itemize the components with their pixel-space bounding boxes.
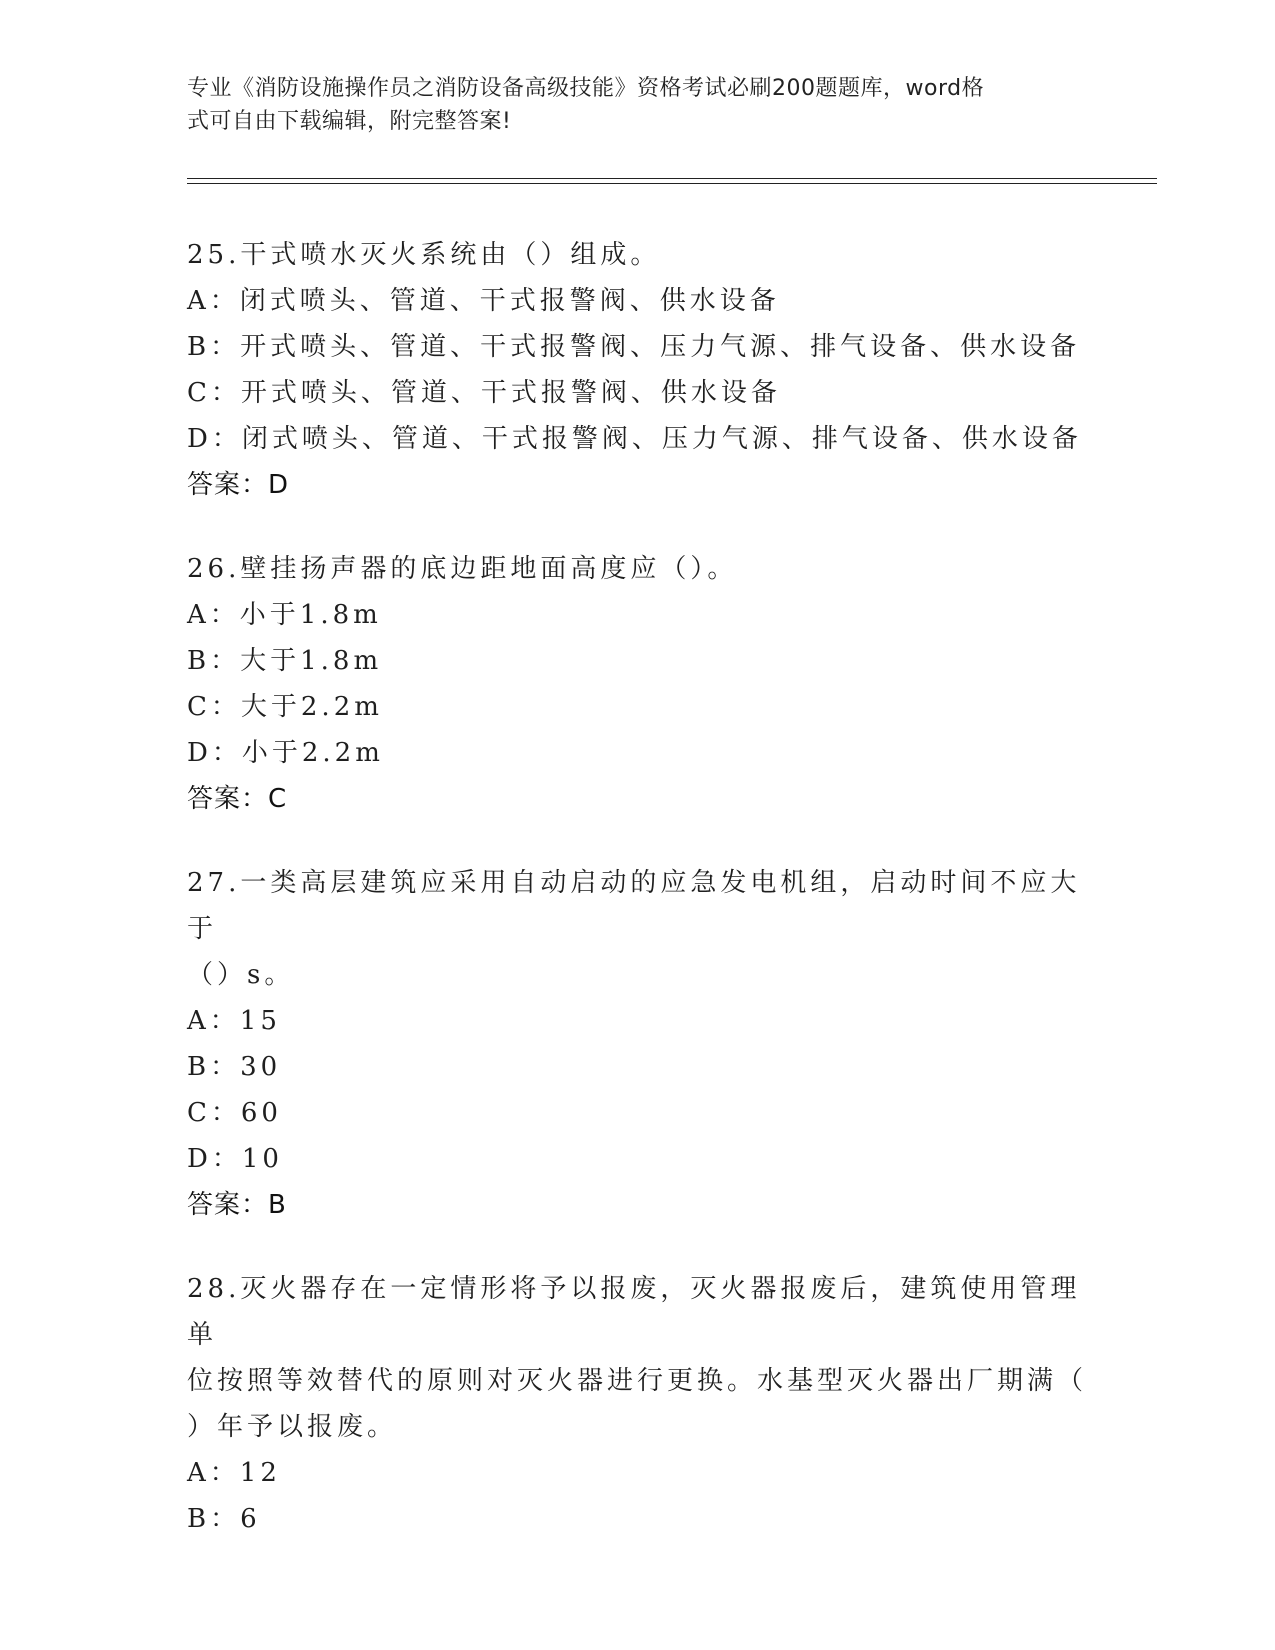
answer-label: 答案： <box>187 470 269 500</box>
answer-label: 答案： <box>187 784 269 814</box>
option-c: C：60 <box>187 1098 282 1128</box>
question-stem: 25.干式喷水灭火系统由（）组成。 <box>187 240 661 270</box>
answer-line <box>187 776 1087 822</box>
option-a: A：15 <box>187 1006 281 1036</box>
question-27 <box>187 860 1087 1228</box>
answer-value: C <box>268 784 288 814</box>
answer-value: B <box>268 1190 287 1220</box>
option-b: B：开式喷头、管道、干式报警阀、压力气源、排气设备、供水设备 <box>187 332 1081 362</box>
question-stem-continued: 位按照等效替代的原则对灭火器进行更换。水基型灭火器出厂期满（ <box>187 1366 1088 1396</box>
option-d: D：闭式喷头、管道、干式报警阀、压力气源、排气设备、供水设备 <box>187 424 1082 454</box>
answer-line <box>187 462 1087 508</box>
question-stem-continued: （）s。 <box>187 960 295 990</box>
question-stem: 26.壁挂扬声器的底边距地面高度应（）。 <box>187 554 738 584</box>
intro-line-2: 式可自由下载编辑，附完整答案! <box>187 109 512 134</box>
question-stem-continued: ）年予以报废。 <box>187 1412 398 1442</box>
option-b: B：大于1.8m <box>187 646 383 676</box>
answer-line <box>187 1182 1087 1228</box>
option-c: C：开式喷头、管道、干式报警阀、供水设备 <box>187 378 781 408</box>
option-d: D：小于2.2m <box>187 738 384 768</box>
question-25 <box>187 232 1087 508</box>
question-stem: 27.一类高层建筑应采用自动启动的应急发电机组，启动时间不应大于 <box>187 868 1081 944</box>
option-d: D：10 <box>187 1144 283 1174</box>
question-28 <box>187 1266 1087 1542</box>
header-divider-top <box>187 178 1157 179</box>
answer-value: D <box>268 470 290 500</box>
option-b: B：6 <box>187 1504 261 1534</box>
intro-line-1: 专业《消防设施操作员之消防设备高级技能》资格考试必刷200题题库，word格 <box>187 76 985 101</box>
answer-label: 答案： <box>187 1190 269 1220</box>
question-list <box>187 232 1087 1580</box>
option-a: A：小于1.8m <box>187 600 382 630</box>
option-a: A：闭式喷头、管道、干式报警阀、供水设备 <box>187 286 780 316</box>
question-stem: 28.灭火器存在一定情形将予以报废，灭火器报废后，建筑使用管理单 <box>187 1274 1081 1350</box>
document-intro <box>187 72 1087 138</box>
option-b: B：30 <box>187 1052 282 1082</box>
option-c: C：大于2.2m <box>187 692 383 722</box>
header-divider-bottom <box>187 183 1157 184</box>
question-26 <box>187 546 1087 822</box>
option-a: A：12 <box>187 1458 281 1488</box>
